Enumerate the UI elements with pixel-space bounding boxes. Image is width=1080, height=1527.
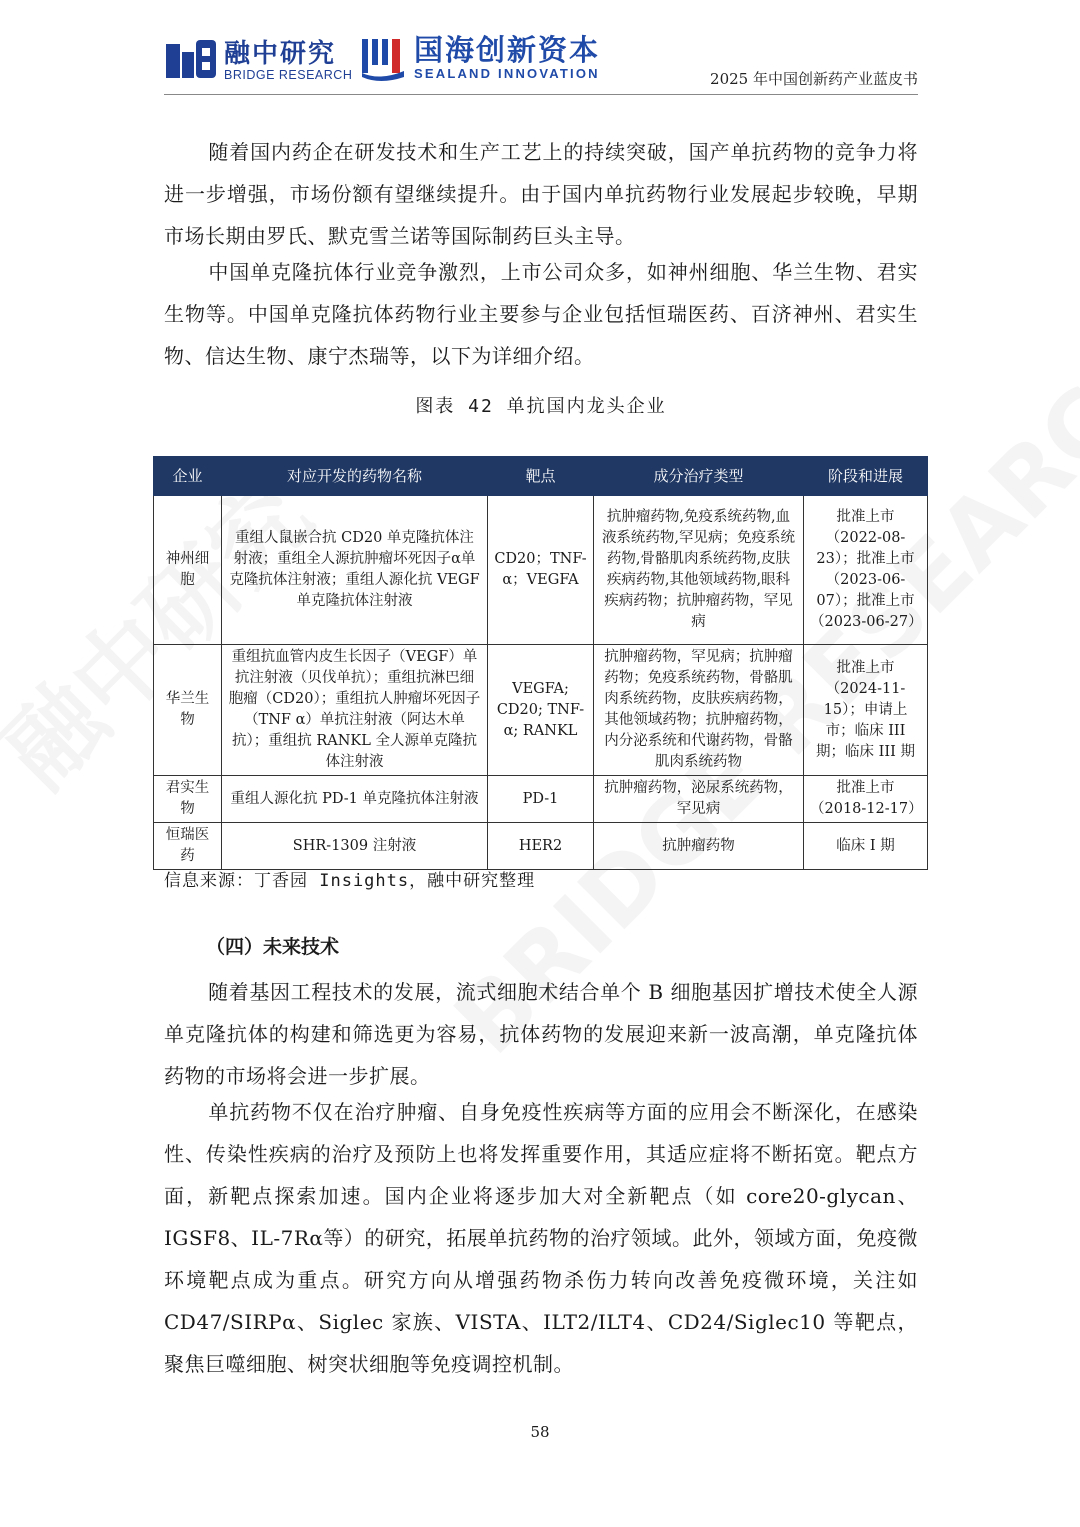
paragraph-4	[164, 1091, 918, 1385]
report-title: 2025 年中国创新药产业蓝皮书	[710, 70, 918, 88]
cell-targets: VEGFA; CD20; TNF-α; RANKL	[488, 645, 594, 776]
table-header-row	[154, 457, 928, 496]
cell-company: 恒瑞医药	[154, 823, 222, 870]
table-caption: 图表 42 单抗国内龙头企业	[415, 396, 667, 417]
cell-drugs: 重组人源化抗 PD-1 单克隆抗体注射液	[222, 776, 488, 823]
table-row	[154, 496, 928, 645]
cell-drugs: 重组人鼠嵌合抗 CD20 单克隆抗体注射液；重组全人源抗肿瘤坏死因子α单克隆抗体注射液；重组人源化抗 VEGF 单克隆抗体注射液	[222, 496, 488, 645]
page-number: 58	[530, 1423, 550, 1441]
cell-company: 华兰生物	[154, 645, 222, 776]
page-header	[164, 34, 918, 92]
header-stage: 阶段和进展	[804, 457, 928, 496]
cell-stage: 临床 I 期	[804, 823, 928, 870]
cell-drugs: SHR-1309 注射液	[222, 823, 488, 870]
header-targets: 靶点	[488, 457, 594, 496]
table-row	[154, 823, 928, 870]
cell-drugs: 重组抗血管内皮生长因子（VEGF）单抗注射液（贝伐单抗）；重组抗淋巴细胞瘤（CD20）；重组抗人肿瘤坏死因子（TNF α）单抗注射液（阿达木单抗）；重组抗 RANKL 全人源单克隆抗体注射液	[222, 645, 488, 776]
table-source: 信息来源：丁香园 Insights，融中研究整理	[164, 871, 536, 891]
header-divider	[164, 94, 918, 95]
bridge-logo-cn: 融中研究	[224, 39, 337, 69]
paragraph-2	[164, 251, 918, 377]
sealand-logo-cn: 国海创新资本	[414, 33, 601, 67]
bridge-logo-en: BRIDGE RESEARCH	[224, 68, 353, 82]
cell-stage: 批准上市（2022-08-23）；批准上市（2023-06-07）；批准上市（2023-06-27）	[804, 496, 928, 645]
sealand-logo-icon	[360, 35, 406, 81]
header-types: 成分治疗类型	[594, 457, 804, 496]
paragraph-3	[164, 971, 918, 1097]
cell-company: 君实生物	[154, 776, 222, 823]
leading-companies-table	[153, 456, 928, 870]
cell-types: 抗肿瘤药物，罕见病；抗肿瘤药物；免疫系统药物，骨骼肌肉系统药物，皮肤疾病药物，其他领域药物；抗肿瘤药物，内分泌系统和代谢药物，骨骼肌肉系统药物	[594, 645, 804, 776]
cell-company: 神州细胞	[154, 496, 222, 645]
cell-targets: PD-1	[488, 776, 594, 823]
sealand-logo-en: SEALAND INNOVATION	[414, 66, 600, 81]
paragraph-1-text: 随着国内药企在研发技术和生产工艺上的持续突破，国产单抗药物的竞争力将进一步增强，市场份额有望继续提升。由于国内单抗药物行业发展起步较晚，早期市场长期由罗氏、默克雪兰诺等国际制药巨头主导。	[164, 140, 918, 248]
cell-types: 抗肿瘤药物，泌尿系统药物，罕见病	[594, 776, 804, 823]
cell-stage: 批准上市（2024-11-15）；申请上市；临床 III 期；临床 III 期	[804, 645, 928, 776]
cell-types: 抗肿瘤药物,免疫系统药物,血液系统药物,罕见病；免疫系统药物,骨骼肌肉系统药物,皮肤疾病药物,其他领域药物,眼科疾病药物；抗肿瘤药物，罕见病	[594, 496, 804, 645]
bridge-research-logo	[164, 38, 352, 84]
header-drugs: 对应开发的药物名称	[222, 457, 488, 496]
table-row	[154, 776, 928, 823]
cell-stage: 批准上市（2018-12-17）	[804, 776, 928, 823]
cell-targets: HER2	[488, 823, 594, 870]
paragraph-2-text: 中国单克隆抗体行业竞争激烈，上市公司众多，如神州细胞、华兰生物、君实生物等。中国单克隆抗体药物行业主要参与企业包括恒瑞医药、百济神州、君实生物、信达生物、康宁杰瑞等，以下为详细介绍。	[164, 260, 918, 368]
bridge-logo-icon	[164, 38, 218, 84]
section-title: （四）未来技术	[206, 936, 340, 958]
header-company: 企业	[154, 457, 222, 496]
paragraph-3-text: 随着基因工程技术的发展，流式细胞术结合单个 B 细胞基因扩增技术使全人源单克隆抗体的构建和筛选更为容易，抗体药物的发展迎来新一波高潮，单克隆抗体药物的市场将会进一步扩展。	[164, 980, 918, 1088]
paragraph-4-text: 单抗药物不仅在治疗肿瘤、自身免疫性疾病等方面的应用会不断深化，在感染性、传染性疾病的治疗及预防上也将发挥重要作用，其适应症将不断拓宽。靶点方面，新靶点探索加速。国内企业将逐步加大对全新靶点（如 core20-glycan、IGSF8、IL-7Rα等）的研究，拓展单抗药物的治疗领域。此外，领域方面，免疫微环境靶点成为重点。研究方向从增强药物杀伤力转向改善免疫微环境，关注如 CD47/SIRPα、Siglec 家族、VISTA、ILT2/ILT4、CD24/Siglec10 等靶点，聚焦巨噬细胞、树突状细胞等免疫调控机制。	[164, 1100, 918, 1376]
cell-targets: CD20；TNF-α；VEGFA	[488, 496, 594, 645]
table-row	[154, 645, 928, 776]
cell-types: 抗肿瘤药物	[594, 823, 804, 870]
paragraph-1	[164, 131, 918, 257]
sealand-innovation-logo	[360, 34, 600, 81]
